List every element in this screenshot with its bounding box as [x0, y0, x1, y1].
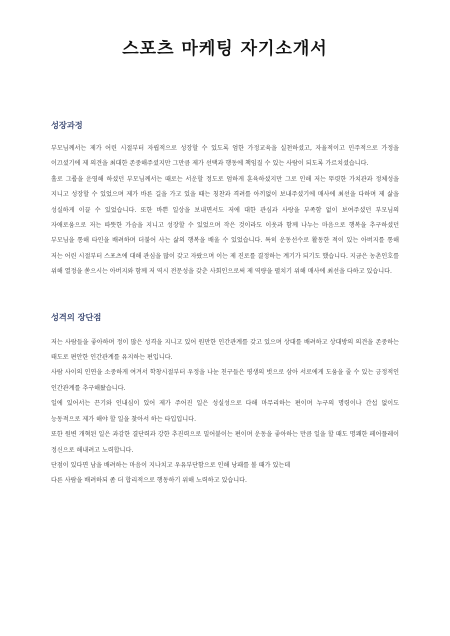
paragraph: 저는 사람들을 좋아하며 정이 많은 성격을 지니고 있어 원만한 인간관계를 갖고 있으며 상대를 배려하고 상대방의 의견을 존중하는 태도로 편안한 인간관계를 유지하는 편입니다. — [51, 338, 399, 362]
paragraph: 부모님께서는 제가 어린 시절부터 자립적으로 성장할 수 있도록 엄한 가정교육을 실천하셨고, 자율적이고 민주적으로 가정을 이끄셨기에 제 의견을 최대한 존중해주셨지만 그만큼 제가 선택과 행동에 책임질 수 있는 사람이 되도록 가르치셨습니다. — [51, 145, 399, 168]
paragraph: 단점이 있다면 남을 배려하는 마음이 지나치고 우유부단함으로 인해 낭패를 볼 때가 있는데 — [51, 461, 291, 469]
paragraph: 또한 원변 개혁된 일은 과감한 결단력과 강한 추진력으로 밀어붙이는 편이며 운동을 좋아하는 만큼 일을 할 때도 명쾌한 페어플레이 정신으로 해내려고 노력합니다. — [51, 431, 399, 454]
section-heading-personality: 성격의 장단점 — [51, 311, 102, 322]
paragraph: 다른 사람을 배려하되 좀 더 합리적으로 행동하기 위해 노력하고 있습니다. — [51, 477, 247, 485]
section-body-growth — [51, 141, 399, 280]
document-title: 스포츠 마케팅 자기소개서 — [122, 39, 328, 59]
section-heading-growth: 성장과정 — [51, 120, 83, 130]
paragraph: 일에 있어서는 끈기와 인내심이 있어 제가 주어진 일은 성실성으로 다해 마무리하는 편이며 누구의 명령이나 간섭 없이도 능동적으로 제가 해야 할 일을 찾아서 하는 타입입니다. — [51, 400, 399, 423]
section-body-personality — [51, 335, 399, 489]
paragraph: 홀로 그룹을 운영해 하셨던 부모님께서는 때로는 서운할 정도로 엄하게 훈육하셨지만 그로 인해 저는 뚜렷한 가치관과 정체성을 지니고 성장할 수 있었으며 제가 바른 길을 가고 있을 때는 칭찬과 격려를 아끼없이 보내주셨기에 매사에 최선을 다하며 제 삶을 성실하게 이끌 수 있었습니다. 또한 바쁜 일상을 보내면서도 저에 대한 관심과 사랑을 부족함 없이 보여주셨던 부모님의 자애로움으로 저는 따뜻한 가슴을 지니고 성장할 수 있었으며 작은 것이라도 이웃과 함께 나누는 마음으로 행복을 추구하셨던 부모님을 통해 타인을 배려하며 더불어 사는 삶의 행복을 배울 수 있었습니다. 특히 운동선수로 활동한 적이 있는 아버지를 통해 저는 어린 시절부터 스포츠에 대해 관심을 많이 갖고 자랐으며 이는 제 진로를 결정하는 계기가 되기도 했습니다. 지금은 농촌인호를 위해 열정을 쏟으시는 아버지와 함께 저 역시 전문성을 갖춘 사회인으로써 제 역량을 펼치기 위해 매사에 최선을 다하고 있습니다. — [51, 175, 399, 276]
paragraph: 사람 사이의 인연을 소중하게 여겨서 학창시절부터 우정을 나눈 친구들은 평생의 벗으로 삼아 서로에게 도움을 줄 수 있는 긍정적인 인간관계를 추구해왔습니다. — [51, 369, 399, 392]
